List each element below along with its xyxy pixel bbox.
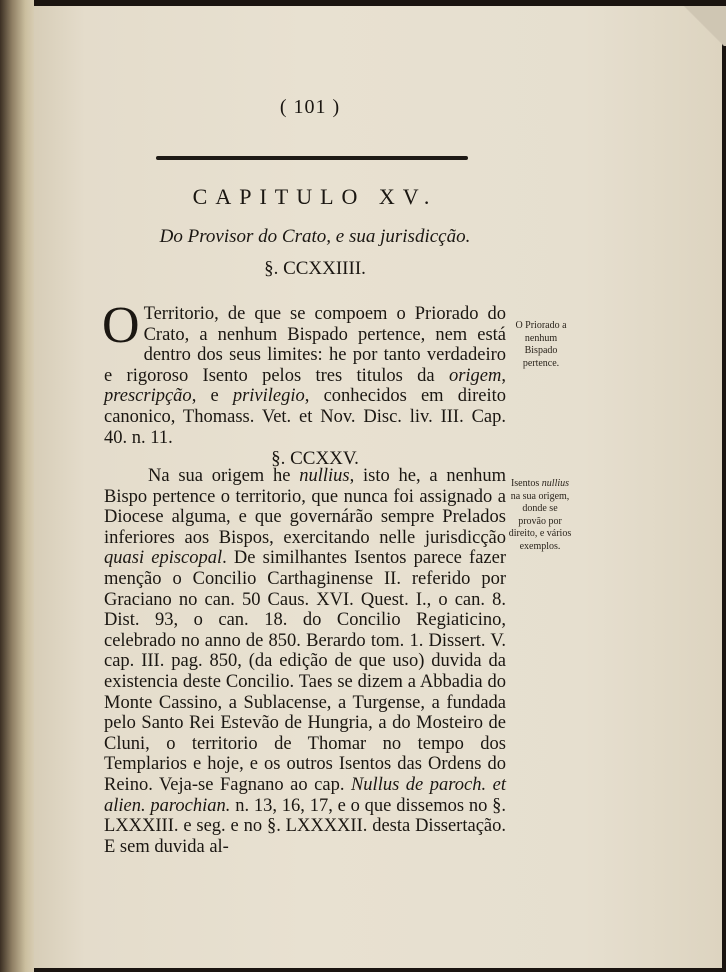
- italic-term: origem: [448, 365, 502, 386]
- text-run: . De similhantes Isentos parece fazer menção o Concilio Carthaginense II. referido por Graciano no can. 50 Caus. XVI. Quest. I., o can. 8. Dist. 93, o can. 18. do Concilio Regiaticino, celebrado no anno de 850. Berardo tom. 1. Dissert. V. cap. III. pag. 850, (da edição de que uso) duvida da existencia deste Concilio. Taes se dizem a Abbadia do Monte Cassino, a Sublacense, a Turgense, a fundada pelo Santo Rei Estevão de Hungria, a do Mosteiro de Cluni, o territorio de Thomar no tempo dos Templarios e hoje, e os outros Isentos das Ordens do Reino. Veja-se Fagnano ao cap.: [104, 548, 506, 795]
- book-spine-edge: [0, 0, 34, 972]
- text-run: Territorio, de que se compoem o Priorado do Crato, a nenhum Bispado pertence, nem está dentro dos seus limites: he por tanto verdadeiro e rigoroso Isento pelos tres titulos da: [104, 304, 506, 386]
- text-run: ,: [501, 365, 506, 386]
- italic-term: privilegio: [232, 386, 305, 407]
- italic-term: prescripção: [104, 386, 192, 407]
- margin-note-priorado: O Priorado a nenhum Bispado pertence.: [515, 320, 567, 369]
- text-run: Na sua origem he: [148, 466, 300, 486]
- section-paragraph-ccxxiiii: [102, 297, 506, 448]
- text-run: , isto he, a nenhum Bispo pertence o territorio, que nunca foi assignado a Diocese alguma, e que governárão sempre Prelados inferiores aos Bispos, exercitando nelle jurisdicção: [104, 466, 506, 548]
- text-run: , e: [191, 386, 233, 407]
- drop-cap: O: [102, 297, 140, 354]
- text-run: , conhecidos em direito canonico, Thomass. Vet. et Nov. Disc. liv. III. Cap. 40. n. 11.: [104, 386, 506, 448]
- chapter-title: CAPITULO XV.: [192, 184, 438, 209]
- italic-term: quasi episcopal: [104, 548, 223, 569]
- italic-term: Nullus de paroch. et alien. parochian.: [104, 774, 506, 816]
- italic-term: nullius: [299, 466, 350, 486]
- folded-corner: [680, 6, 726, 46]
- note-run: na sua origem, donde se provão por direito, e vários exemplos.: [508, 490, 572, 552]
- section-heading-ccxxv: §. CCXXV.: [271, 448, 359, 469]
- note-italic: nullius: [541, 478, 570, 489]
- chapter-subtitle: Do Provisor do Crato, e sua jurisdicção.: [159, 226, 471, 247]
- section-paragraph-ccxxv: [104, 466, 506, 857]
- section-heading-ccxxiiii: §. CCXXIIII.: [264, 258, 366, 279]
- margin-note-isentos: [508, 478, 572, 553]
- page-number: ( 101 ): [279, 96, 341, 118]
- note-run: Isentos: [510, 478, 542, 489]
- text-run: n. 13, 16, 17, e o que dissemos no §. LXXXIII. e seg. e no §. LXXXXII. desta Dissertação. E sem duvida al-: [104, 795, 506, 857]
- header-rule: [156, 156, 468, 160]
